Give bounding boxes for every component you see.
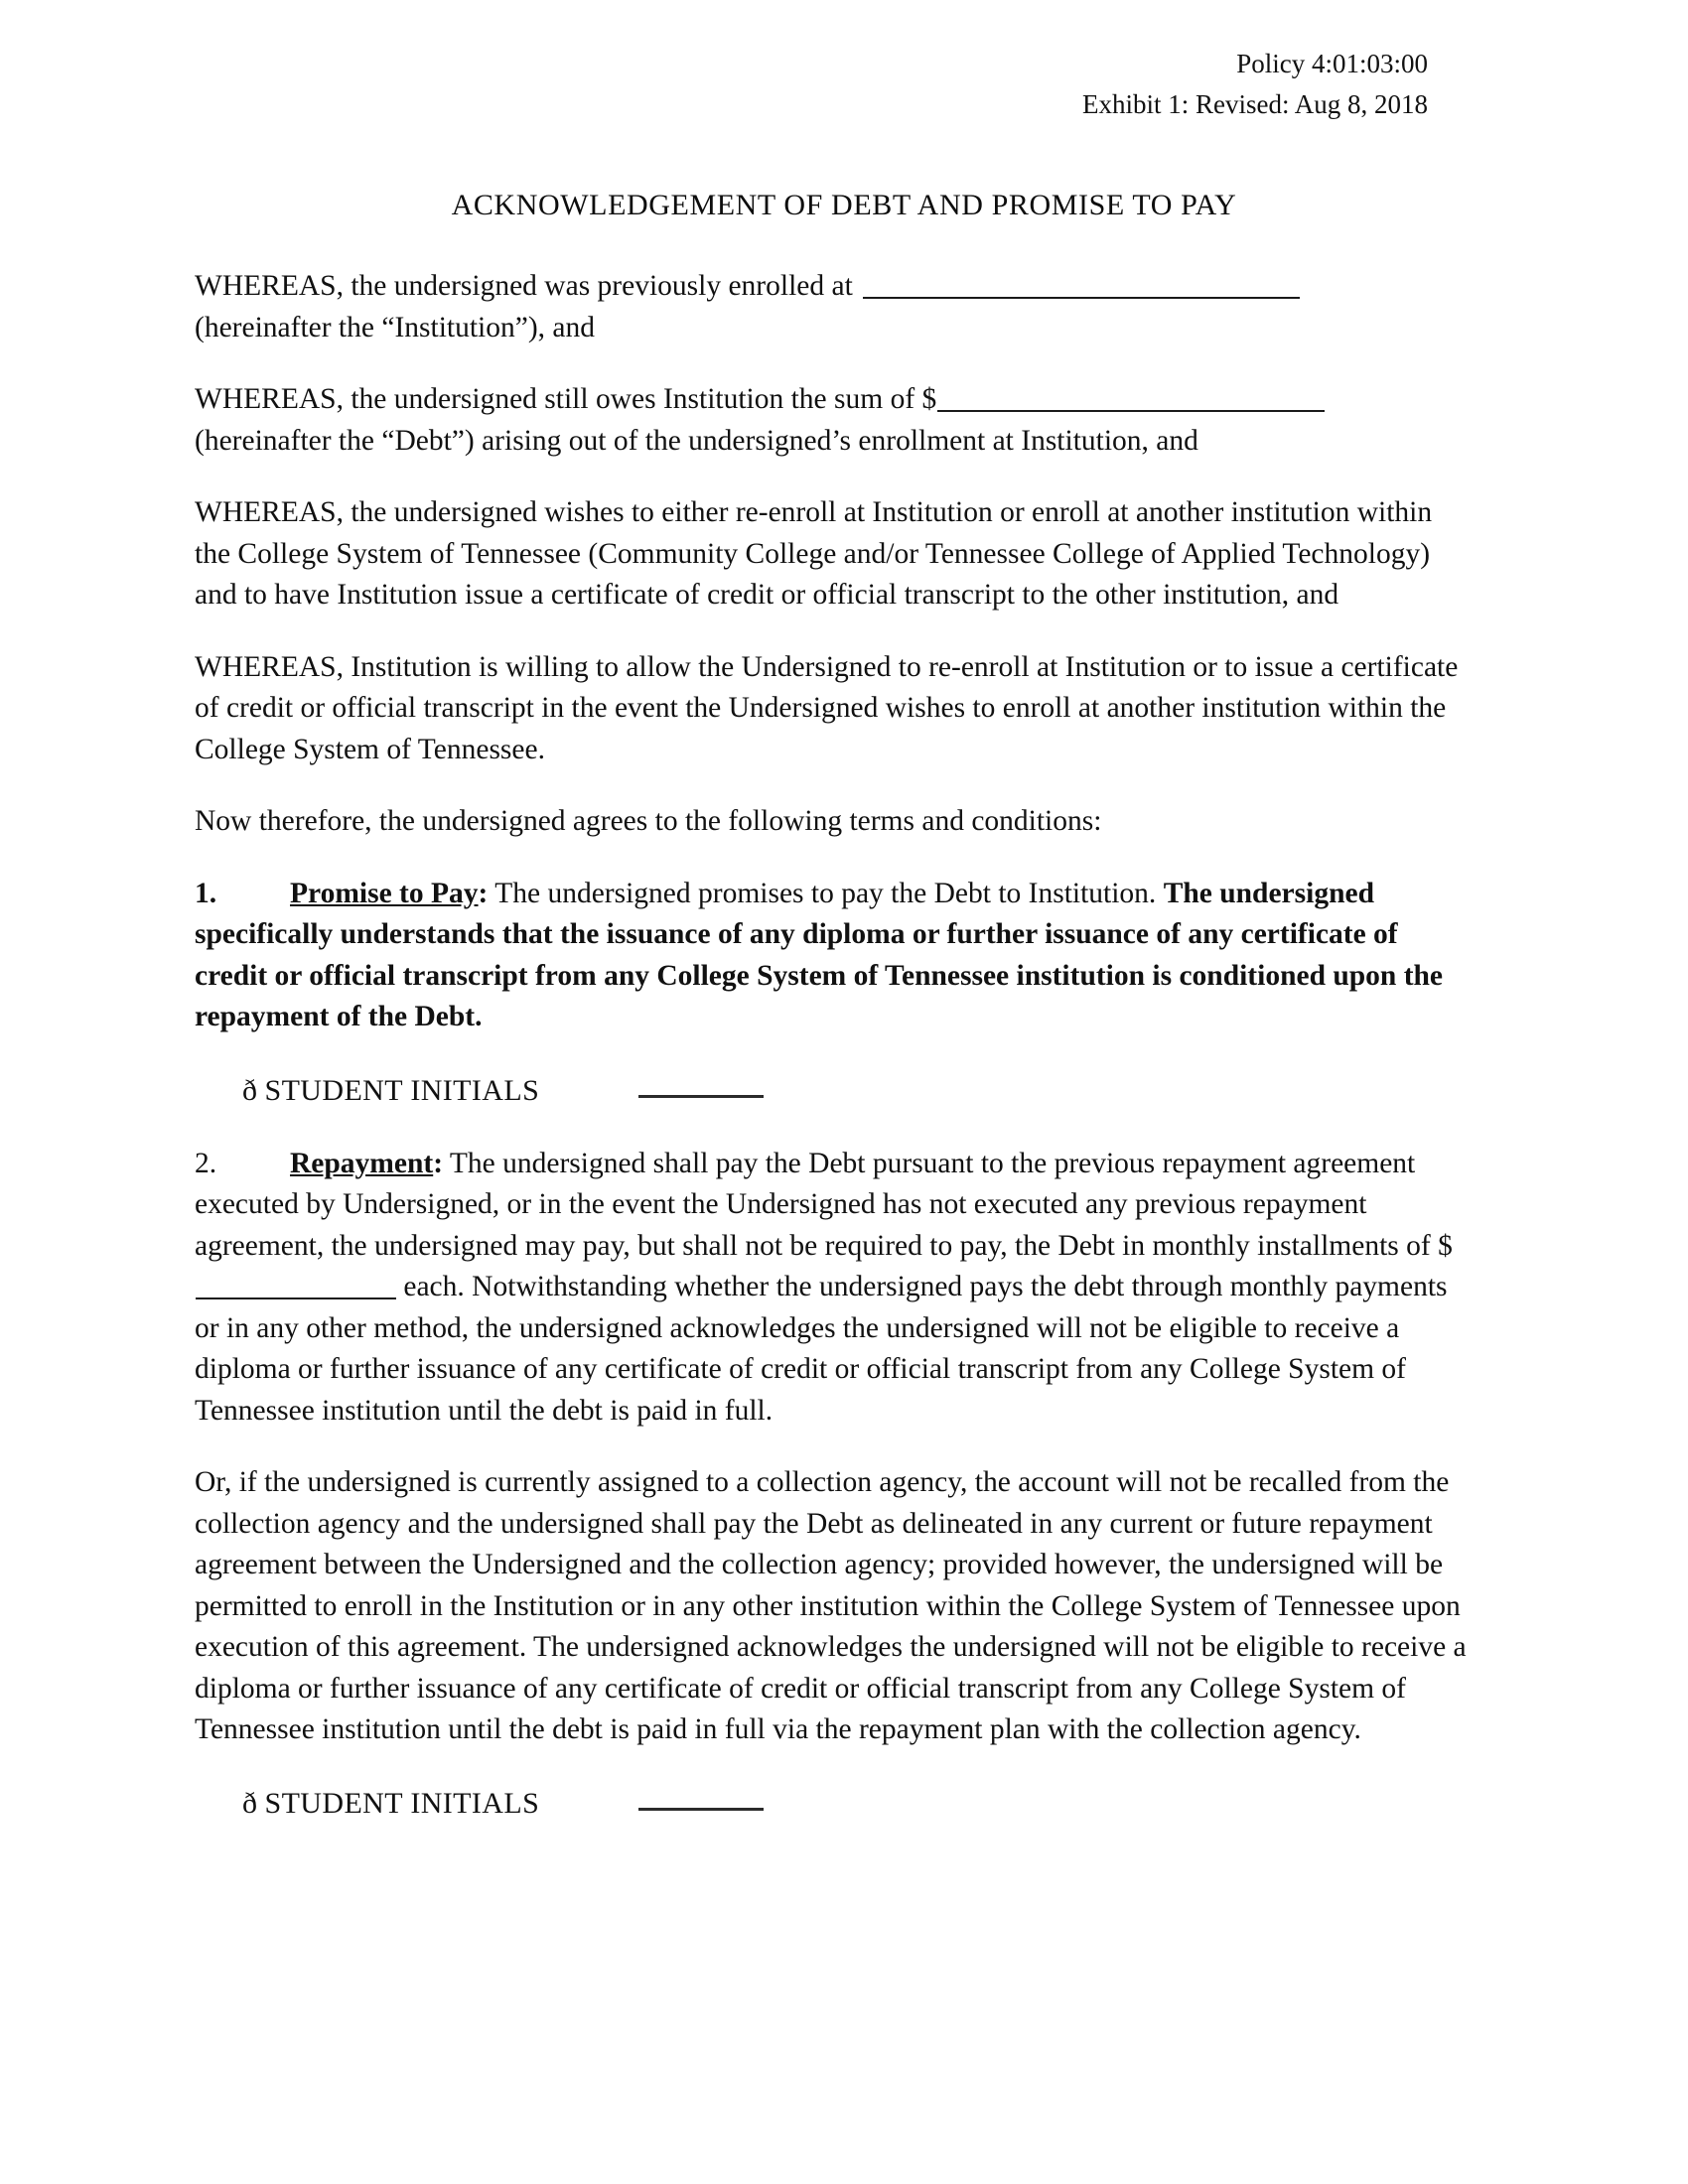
term-1-promise-to-pay xyxy=(195,874,1474,1038)
term-2-heading: Repayment xyxy=(290,1147,434,1179)
policy-number: Policy 4:01:03:00 xyxy=(1236,49,1428,78)
term-1-body-bold: The undersigned specifically understands that the issuance of any diploma or further issuance of any certificate of credit or official transcript from any College System of Tennessee institution is conditioned upon the repayment of the Debt. xyxy=(195,877,1444,1032)
recital-whereas-wishes: WHEREAS, the undersigned wishes to either re-enroll at Institution or enroll at another institution within the College System of Tennessee (Community College and/or Tennessee College of Applied Technology) and to have Institution issue a certificate of credit or official transcript to the other institution, and xyxy=(195,496,1433,611)
document-body xyxy=(195,266,1474,1856)
checkbox-bullet-icon: ð xyxy=(242,1073,257,1107)
checkbox-bullet-icon: ð xyxy=(242,1786,257,1820)
student-initials-blank-2[interactable] xyxy=(638,1788,764,1811)
student-initials-blank-1[interactable] xyxy=(638,1075,764,1098)
term-1-heading: Promise to Pay xyxy=(290,877,479,909)
student-initials-label-1: STUDENT INITIALS xyxy=(264,1073,540,1107)
recital-whereas-owes xyxy=(195,379,1474,462)
recital-whereas-willing: WHEREAS, Institution is willing to allow the Undersigned to re-enroll at Institution or to issue a certificate of credit or official transcript in the event the Undersigned wishes to enroll at another institution within the College System of Tennessee. xyxy=(195,650,1459,765)
institution-name-blank[interactable] xyxy=(863,273,1300,299)
term-1-heading-colon: : xyxy=(478,877,489,909)
recital-2-text-after: (hereinafter the “Debt”) arising out of the undersigned’s enrollment at Institution, and xyxy=(195,424,1198,457)
recital-whereas-enrolled xyxy=(195,266,1474,348)
debt-amount-blank[interactable] xyxy=(937,386,1325,412)
term-2-number: 2. xyxy=(195,1147,217,1179)
recital-1-text-before: WHEREAS, the undersigned was previously enrolled at xyxy=(195,270,853,302)
term-1-number: 1. xyxy=(195,877,217,909)
monthly-installment-blank[interactable] xyxy=(196,1274,396,1299)
document-header xyxy=(0,44,1428,125)
recital-1-text-after: (hereinafter the “Institution”), and xyxy=(195,311,595,343)
term-2-heading-colon: : xyxy=(433,1147,444,1179)
student-initials-label-2: STUDENT INITIALS xyxy=(264,1786,540,1820)
student-initials-block-1 xyxy=(195,1069,1474,1113)
term-2-body-part-1: The undersigned shall pay the Debt pursuant to the previous repayment agreement executed by Undersigned, or in the event the Undersigned has not executed any previous repayment agreement, the undersigned may pay, but shall not be required to pay, the Debt in monthly installments of $ xyxy=(195,1147,1453,1262)
exhibit-revision-date: Exhibit 1: Revised: Aug 8, 2018 xyxy=(1082,89,1428,119)
term-2-body-part-2: each. Notwithstanding whether the undersigned pays the debt through monthly payments or in any other method, the undersigned acknowledges the undersigned will not be eligible to receive a diploma or further issuance of any certificate of credit or official transcript from any College System of Tennessee institution until the debt is paid in full. xyxy=(195,1271,1448,1427)
recital-2-text-before: WHEREAS, the undersigned still owes Institution the sum of $ xyxy=(195,383,937,415)
page-title: ACKNOWLEDGEMENT OF DEBT AND PROMISE TO PAY xyxy=(451,189,1237,221)
term-2-repayment xyxy=(195,1144,1474,1433)
now-therefore-clause: Now therefore, the undersigned agrees to the following terms and conditions: xyxy=(195,805,1102,837)
student-initials-block-2 xyxy=(195,1782,1474,1826)
collection-agency-paragraph: Or, if the undersigned is currently assigned to a collection agency, the account will not be recalled from the collection agency and the undersigned shall pay the Debt as delineated in any current or future repayment agreement between the Undersigned and the collection agency; provided however, the undersigned will be permitted to enroll in the Institution or in any other institution within the College System of Tennessee upon execution of this agreement. The undersigned acknowledges the undersigned will not be eligible to receive a diploma or further issuance of any certificate of credit or official transcript from any College System of Tennessee institution until the debt is paid in full via the repayment plan with the collection agency. xyxy=(195,1466,1467,1745)
term-1-body-normal: The undersigned promises to pay the Debt to Institution. xyxy=(488,877,1164,909)
